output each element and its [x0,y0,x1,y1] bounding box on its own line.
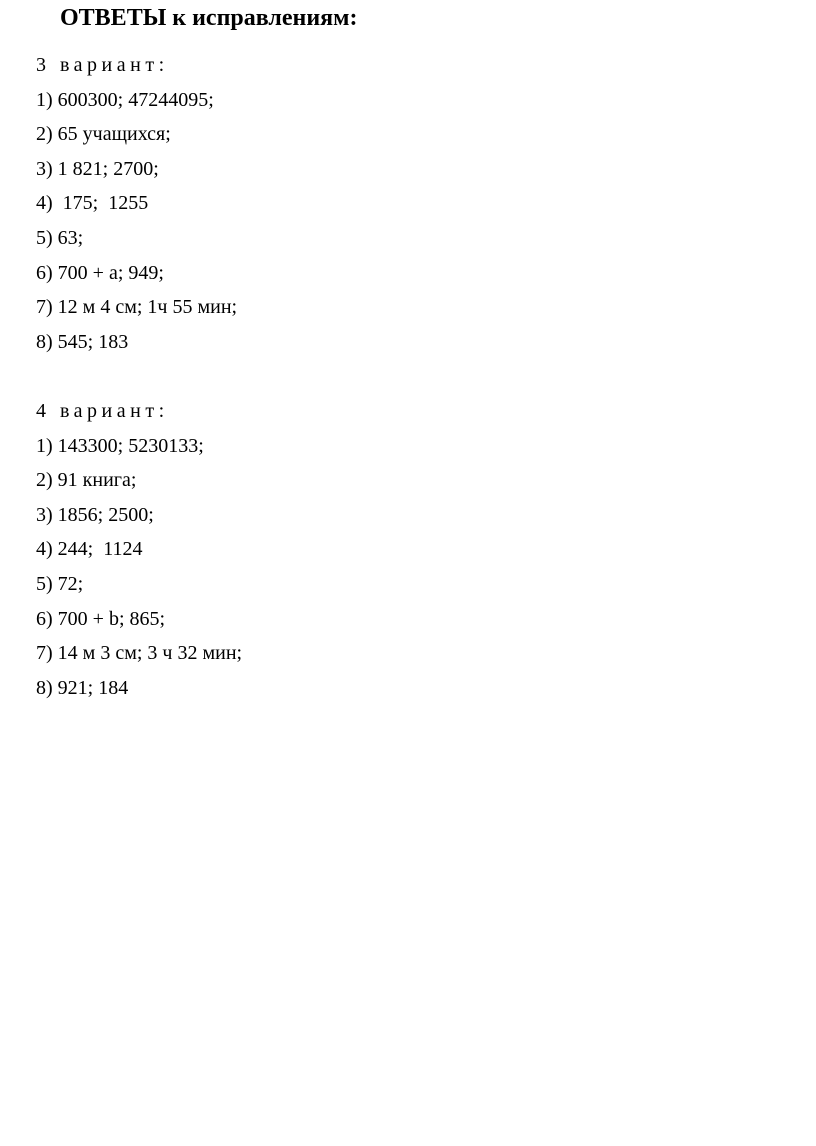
answer-line: 7) 12 м 4 см; 1ч 55 мин; [36,296,238,319]
answer-line: 4) 244; 1124 [36,538,143,561]
variant-heading: 4 вариант: [36,400,169,422]
answer-line: 8) 921; 184 [36,676,129,699]
answer-line: 5) 63; [36,226,84,249]
answer-line: 4) 175; 1255 [36,192,149,215]
answer-line: 3) 1 821; 2700; [36,157,159,180]
answer-line: 1) 600300; 47244095; [36,88,214,111]
answer-line: 5) 72; [36,572,84,595]
variant-3-section [36,48,736,359]
answer-line: 8) 545; 183 [36,330,129,353]
variant-4-section [36,394,736,705]
answer-line: 7) 14 м 3 см; 3 ч 32 мин; [36,642,243,665]
answer-line: 2) 91 книга; [36,469,137,492]
answer-line: 6) 700 + b; 865; [36,607,166,630]
document-title: ОТВЕТЫ к исправлениям: [60,5,358,31]
answer-line: 6) 700 + а; 949; [36,261,164,284]
variant-heading: 3 вариант: [36,54,169,76]
answer-line: 2) 65 учащихся; [36,123,171,146]
answer-line: 3) 1856; 2500; [36,503,154,526]
answer-line: 1) 143300; 5230133; [36,434,204,457]
